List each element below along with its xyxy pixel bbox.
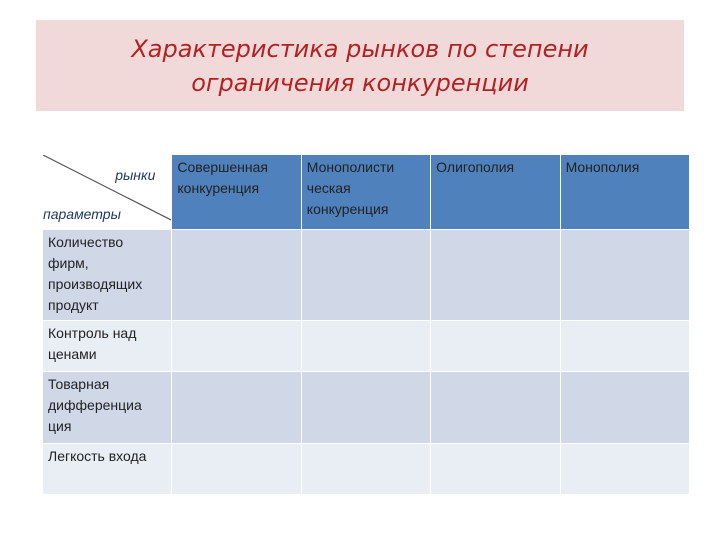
market-characteristics-table [42,154,690,495]
table-cell [172,321,301,372]
row-label: Контроль над ценами [43,321,172,372]
table-row [43,230,690,321]
row-label: Количество фирм, производящих продукт [43,230,172,321]
table-cell [431,444,560,495]
row-label: Легкость входа [43,444,172,495]
row-label: Товарная дифференциа ция [43,372,172,444]
table-cell [172,372,301,444]
table-cell [301,321,430,372]
table-cell [560,230,689,321]
title-banner [36,20,684,111]
table-cell [431,230,560,321]
title-line-2: ограничения конкуренции [191,68,529,97]
column-header: Монополисти ческая конкуренция [301,155,430,230]
column-header: Олигополия [431,155,560,230]
table-row [43,321,690,372]
table-cell [172,444,301,495]
title-line-1: Характеристика рынков по степени [131,34,589,63]
table-cell [431,321,560,372]
table-cell [172,230,301,321]
table-cell [431,372,560,444]
table-cell [560,444,689,495]
table-cell [301,372,430,444]
table-cell [560,372,689,444]
corner-parameters-label: параметры [43,206,121,222]
table-row [43,444,690,495]
table-cell [301,444,430,495]
column-header: Совершенная конкуренция [172,155,301,230]
table-row [43,372,690,444]
table-cell [301,230,430,321]
corner-markets-label: рынки [115,167,156,183]
table-cell [560,321,689,372]
corner-cell [43,155,172,230]
column-header: Монополия [560,155,689,230]
table-header-row [43,155,690,230]
